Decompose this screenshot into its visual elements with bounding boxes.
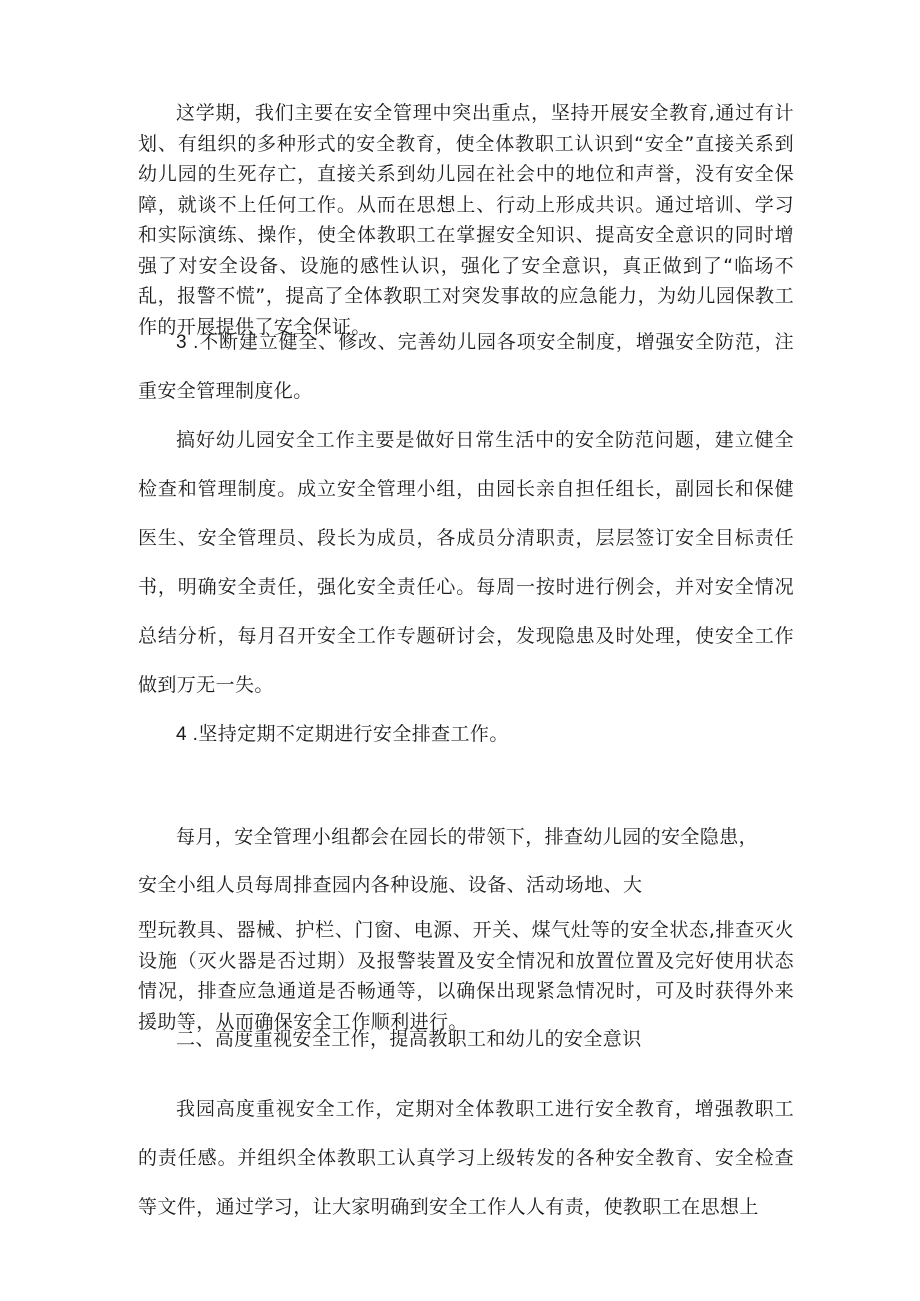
paragraph-monthly-inspection: 每月，安全管理小组都会在园长的带领下，排查幼儿园的安全隐患， [176, 826, 759, 848]
paragraph-inspection-details: 型玩教具、器械、护栏、门窗、电源、开关、煤气灶等的安全状态,排查灭火设施（灭火器是否过期）及报警装置及安全情况和放置位置及完好使用状态情况，排查应急通道是否畅通等，以确保出现紧急情况时，可及时获得外来援助等，从而确保安全工作顺利进行。 [138, 919, 794, 1033]
heading-3-safety-system: 3 .不断建立健全、修改、完善幼儿园各项安全制度，增强安全防范，注重安全管理制度化。 [138, 332, 794, 402]
paragraph-management-system: 搞好幼儿园安全工作主要是做好日常生活中的安全防范问题，建立健全检查和管理制度。成立安全管理小组，由园长亲自担任组长，副园长和保健医生、安全管理员、段长为成员，各成员分清职责，层层签订安全目标责任书，明确安全责任，强化安全责任心。每周一按时进行例会，并对安全情况总结分析，每月召开安全工作专题研讨会，发现隐患及时处理，使安全工作做到万无一失。 [138, 429, 794, 696]
heading-2-safety-awareness: 二、高度重视安全工作，提高教职工和幼儿的安全意识 [176, 1028, 642, 1050]
paragraph-weekly-inspection: 安全小组人员每周排查园内各种设施、设备、活动场地、大 [138, 874, 643, 896]
paragraph-safety-education: 这学期，我们主要在安全管理中突出重点，坚持开展安全教育,通过有计划、有组织的多种形式的安全教育，使全体教职工认识到“安全”直接关系到幼儿园的生死存亡，直接关系到幼儿园在社会中的地位和声誉，没有安全保障，就谈不上任何工作。从而在思想上、行动上形成共识。通过培训、学习和实际演练、操作，使全体教职工在掌握安全知识、提高安全意识的同时增强了对安全设备、设施的感性认识，强化了安全意识，真正做到了“临场不乱，报警不慌”，提高了全体教职工对突发事故的应急能力，为幼儿园保教工作的开展提供了安全保证。 [138, 102, 794, 338]
heading-4-safety-inspection: 4 .坚持定期不定期进行安全排查工作。 [176, 724, 509, 745]
paragraph-staff-education: 我园高度重视安全工作，定期对全体教职工进行安全教育，增强教职工的责任感。并组织全体教职工认真学习上级转发的各种安全教育、安全检查等文件，通过学习，让大家明确到安全工作人人有责，使教职工在思想上 [138, 1098, 794, 1218]
